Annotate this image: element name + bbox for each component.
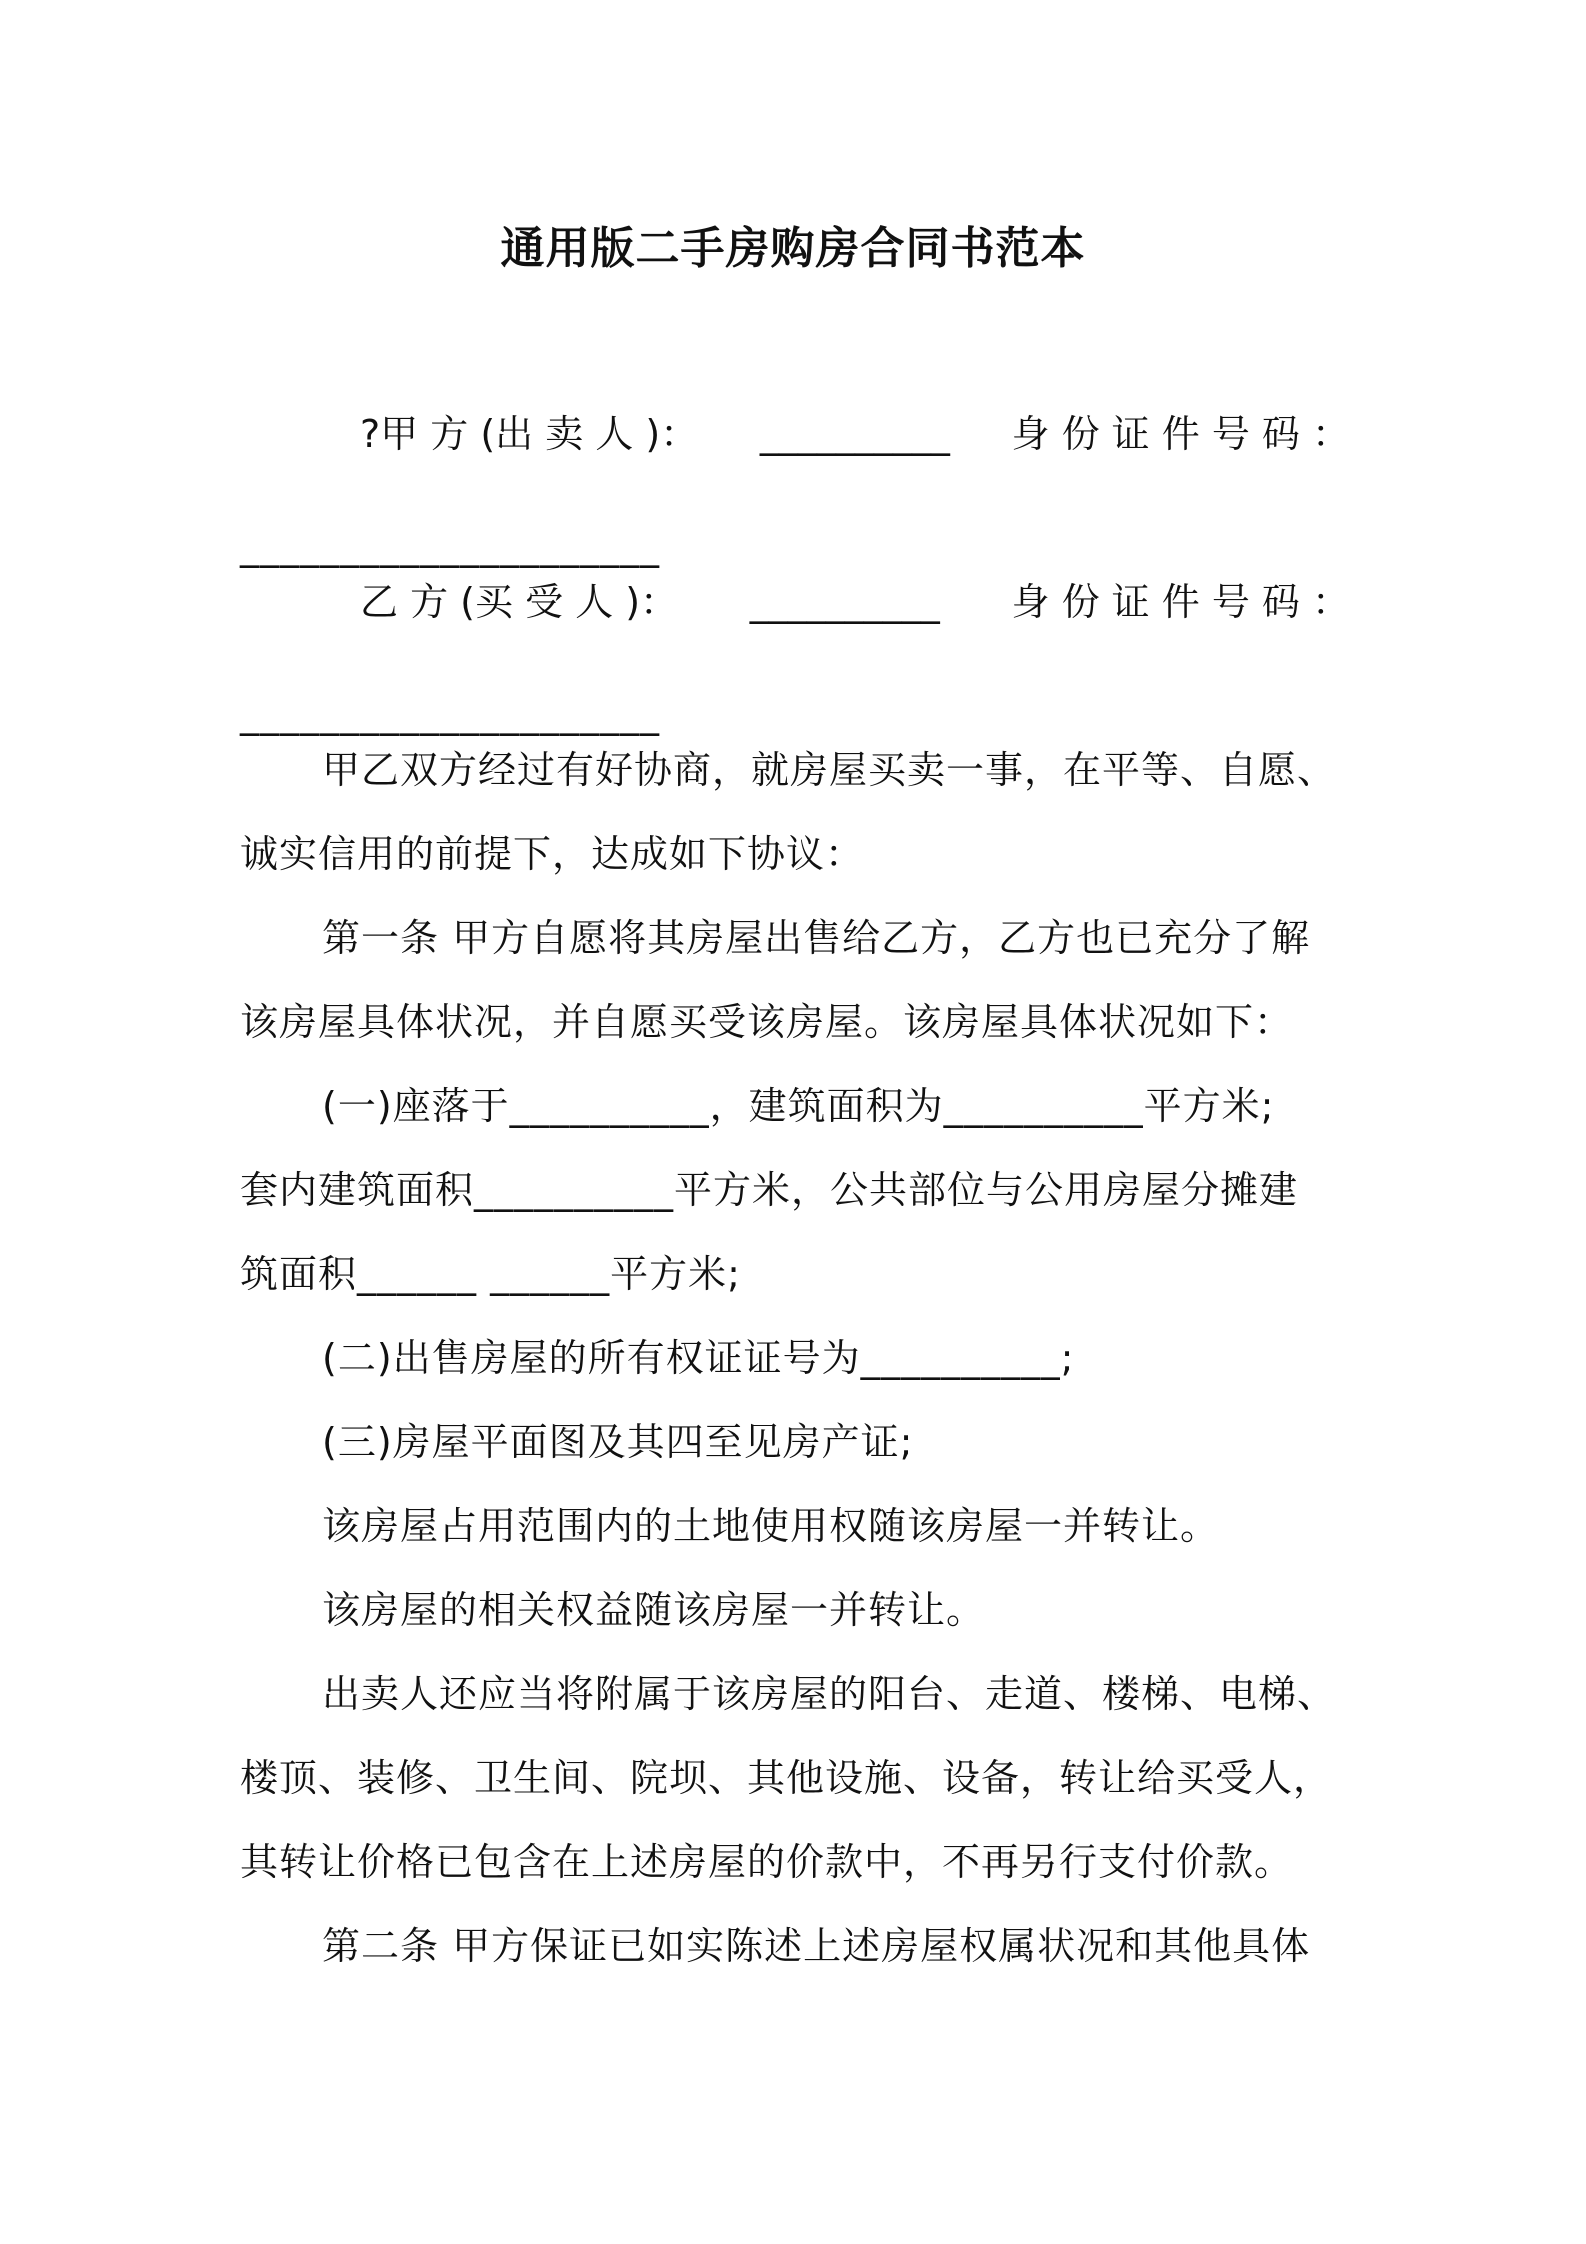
attachments-line-3: 其转让价格已包含在上述房屋的价款中，不再另行支付价款。 bbox=[240, 1840, 1294, 1884]
party-b-line bbox=[360, 574, 1350, 630]
item-2: (二)出售房屋的所有权证证号为__________; bbox=[322, 1336, 1075, 1380]
item-1-line-3: 筑面积______ ______平方米; bbox=[240, 1252, 741, 1296]
party-b-name-blank: __________ bbox=[749, 580, 940, 624]
article-1-line-2: 该房屋具体状况，并自愿买受该房屋。该房屋具体状况如下： bbox=[240, 1000, 1294, 1044]
party-a-label: ?甲 方 (出 卖 人 )： bbox=[360, 412, 699, 456]
document-title: 通用版二手房购房合同书范本 bbox=[500, 223, 1086, 274]
article-1-line-1: 第一条 甲方自愿将其房屋出售给乙方，乙方也已充分了解 bbox=[322, 916, 1311, 960]
party-a-name-blank: __________ bbox=[759, 412, 950, 456]
item-3: (三)房屋平面图及其四至见房产证; bbox=[322, 1420, 914, 1464]
attachments-line-2: 楼顶、装修、卫生间、院坝、其他设施、设备，转让给买受人， bbox=[240, 1756, 1333, 1800]
intro-paragraph-line-1: 甲乙双方经过有好协商，就房屋买卖一事，在平等、自愿、 bbox=[322, 748, 1337, 792]
party-a-id-label: 身 份 证 件 号 码 ： bbox=[1011, 412, 1350, 456]
party-b-id-blank: _____________________ bbox=[240, 692, 660, 736]
party-b-id-label: 身 份 证 件 号 码 ： bbox=[1011, 580, 1350, 624]
item-1-line-1: (一)座落于__________，建筑面积为__________平方米; bbox=[322, 1084, 1275, 1128]
party-a-id-blank: _____________________ bbox=[240, 524, 660, 568]
item-1-line-2: 套内建筑面积__________平方米，公共部位与公用房屋分摊建 bbox=[240, 1168, 1299, 1212]
rights-transfer: 该房屋的相关权益随该房屋一并转让。 bbox=[322, 1588, 986, 1632]
intro-paragraph-line-2: 诚实信用的前提下，达成如下协议： bbox=[240, 832, 865, 876]
party-a-line bbox=[360, 406, 1350, 462]
attachments-line-1: 出卖人还应当将附属于该房屋的阳台、走道、楼梯、电梯、 bbox=[322, 1672, 1337, 1716]
land-use-transfer: 该房屋占用范围内的土地使用权随该房屋一并转让。 bbox=[322, 1504, 1220, 1548]
party-b-label: 乙 方 (买 受 人 )： bbox=[360, 580, 679, 624]
article-2-line-1: 第二条 甲方保证已如实陈述上述房屋权属状况和其他具体 bbox=[322, 1924, 1311, 1968]
